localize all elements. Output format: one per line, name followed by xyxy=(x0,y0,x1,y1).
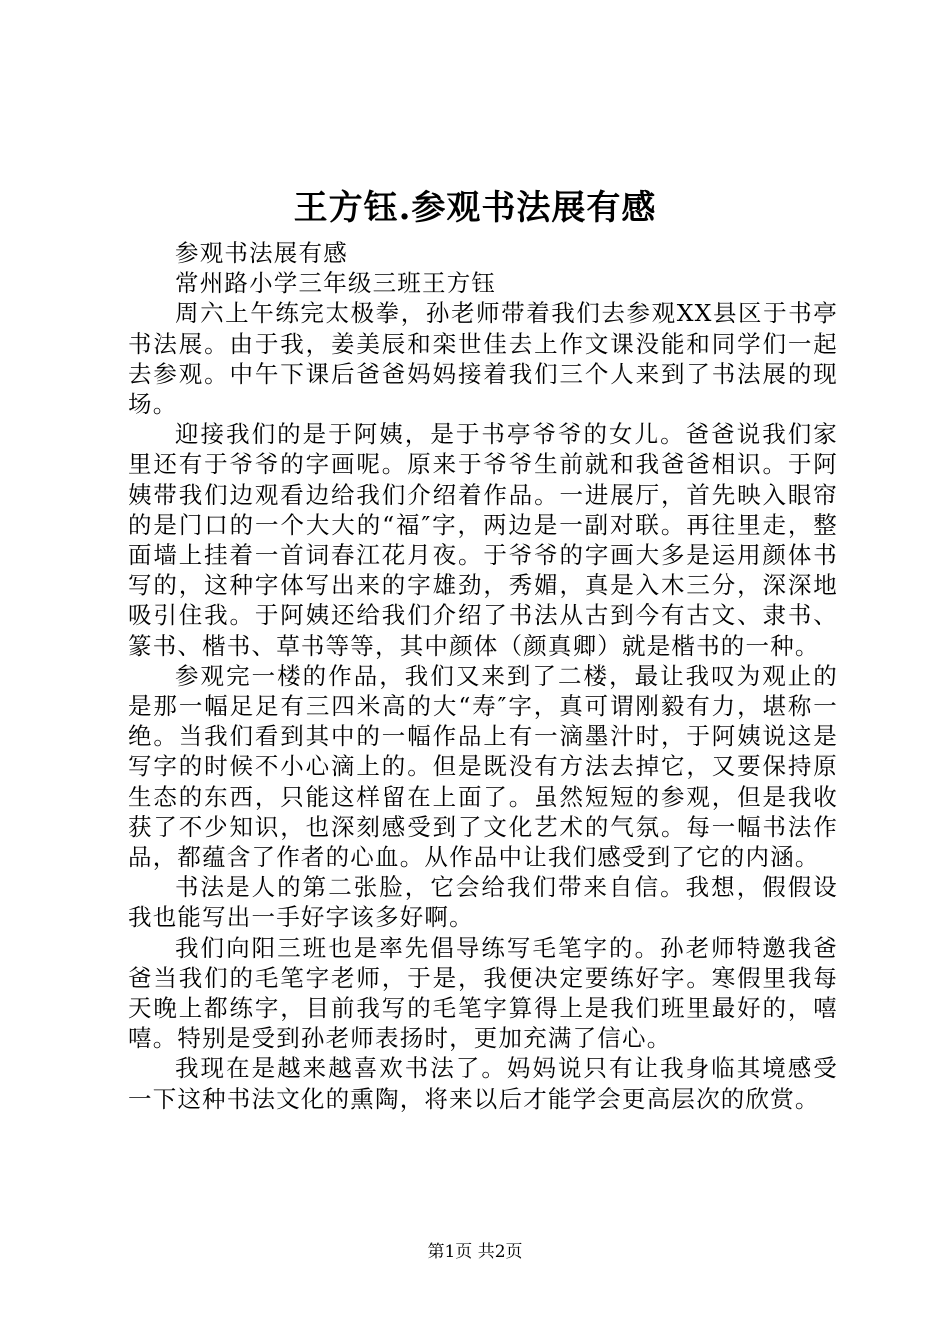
body-paragraph: 迎接我们的是于阿姨，是于书亭爷爷的女儿。爸爸说我们家里还有于爷爷的字画呢。原来于爷爷生前就和我爸爸相识。于阿姨带我们边观看边给我们介绍着作品。一进展厅，首先映入眼帘的是门口的一个大大的“福″字，两边是一副对联。再往里走，整面墙上挂着一首词春江花月夜。于爷爷的字画大多是运用颜体书写的，这种字体写出来的字雄劲，秀媚，真是入木三分，深深地吸引住我。于阿姨还给我们介绍了书法从古到今有古文、隶书、篆书、楷书、草书等等，其中颜体（颜真卿）就是楷书的一种。 xyxy=(128,420,838,660)
page-number-footer: 第1页 共2页 xyxy=(427,1242,523,1262)
body-paragraph: 书法是人的第二张脸，它会给我们带来自信。我想，假假设我也能写出一手好字该多好啊。 xyxy=(128,873,838,932)
body-paragraph: 我现在是越来越喜欢书法了。妈妈说只有让我身临其境感受一下这种书法文化的熏陶，将来以后才能学会更高层次的欣赏。 xyxy=(128,1054,838,1113)
body-paragraph: 参观完一楼的作品，我们又来到了二楼，最让我叹为观止的是那一幅足足有三四米高的大“寿″字，真可谓刚毅有力，堪称一绝。当我们看到其中的一幅作品上有一滴墨汁时，于阿姨说这是写字的时候不小心滴上的。但是既没有方法去掉它，又要保持原生态的东西，只能这样留在上面了。虽然短短的参观，但是我收获了不少知识，也深刻感受到了文化艺术的气氛。每一幅书法作品，都蕴含了作者的心血。从作品中让我们感受到了它的内涵。 xyxy=(128,661,838,872)
document-title: 王方钰.参观书法展有感 xyxy=(293,188,657,228)
subtitle-paragraph: 参观书法展有感 xyxy=(175,239,348,267)
body-paragraph: 我们向阳三班也是率先倡导练写毛笔字的。孙老师特邀我爸爸当我们的毛笔字老师，于是，我便决定要练好字。寒假里我每天晚上都练字，目前我写的毛笔字算得上是我们班里最好的，嘻嘻。特别是受到孙老师表扬时，更加充满了信心。 xyxy=(128,933,838,1053)
author-line: 常州路小学三年级三班王方钰 xyxy=(175,269,497,298)
document-body xyxy=(128,238,838,1114)
body-paragraph: 周六上午练完太极拳，孙老师带着我们去参观XX县区于书亭书法展。由于我，姜美辰和栾世佳去上作文课没能和同学们一起去参观。中午下课后爸爸妈妈接着我们三个人来到了书法展的现场。 xyxy=(128,299,838,419)
